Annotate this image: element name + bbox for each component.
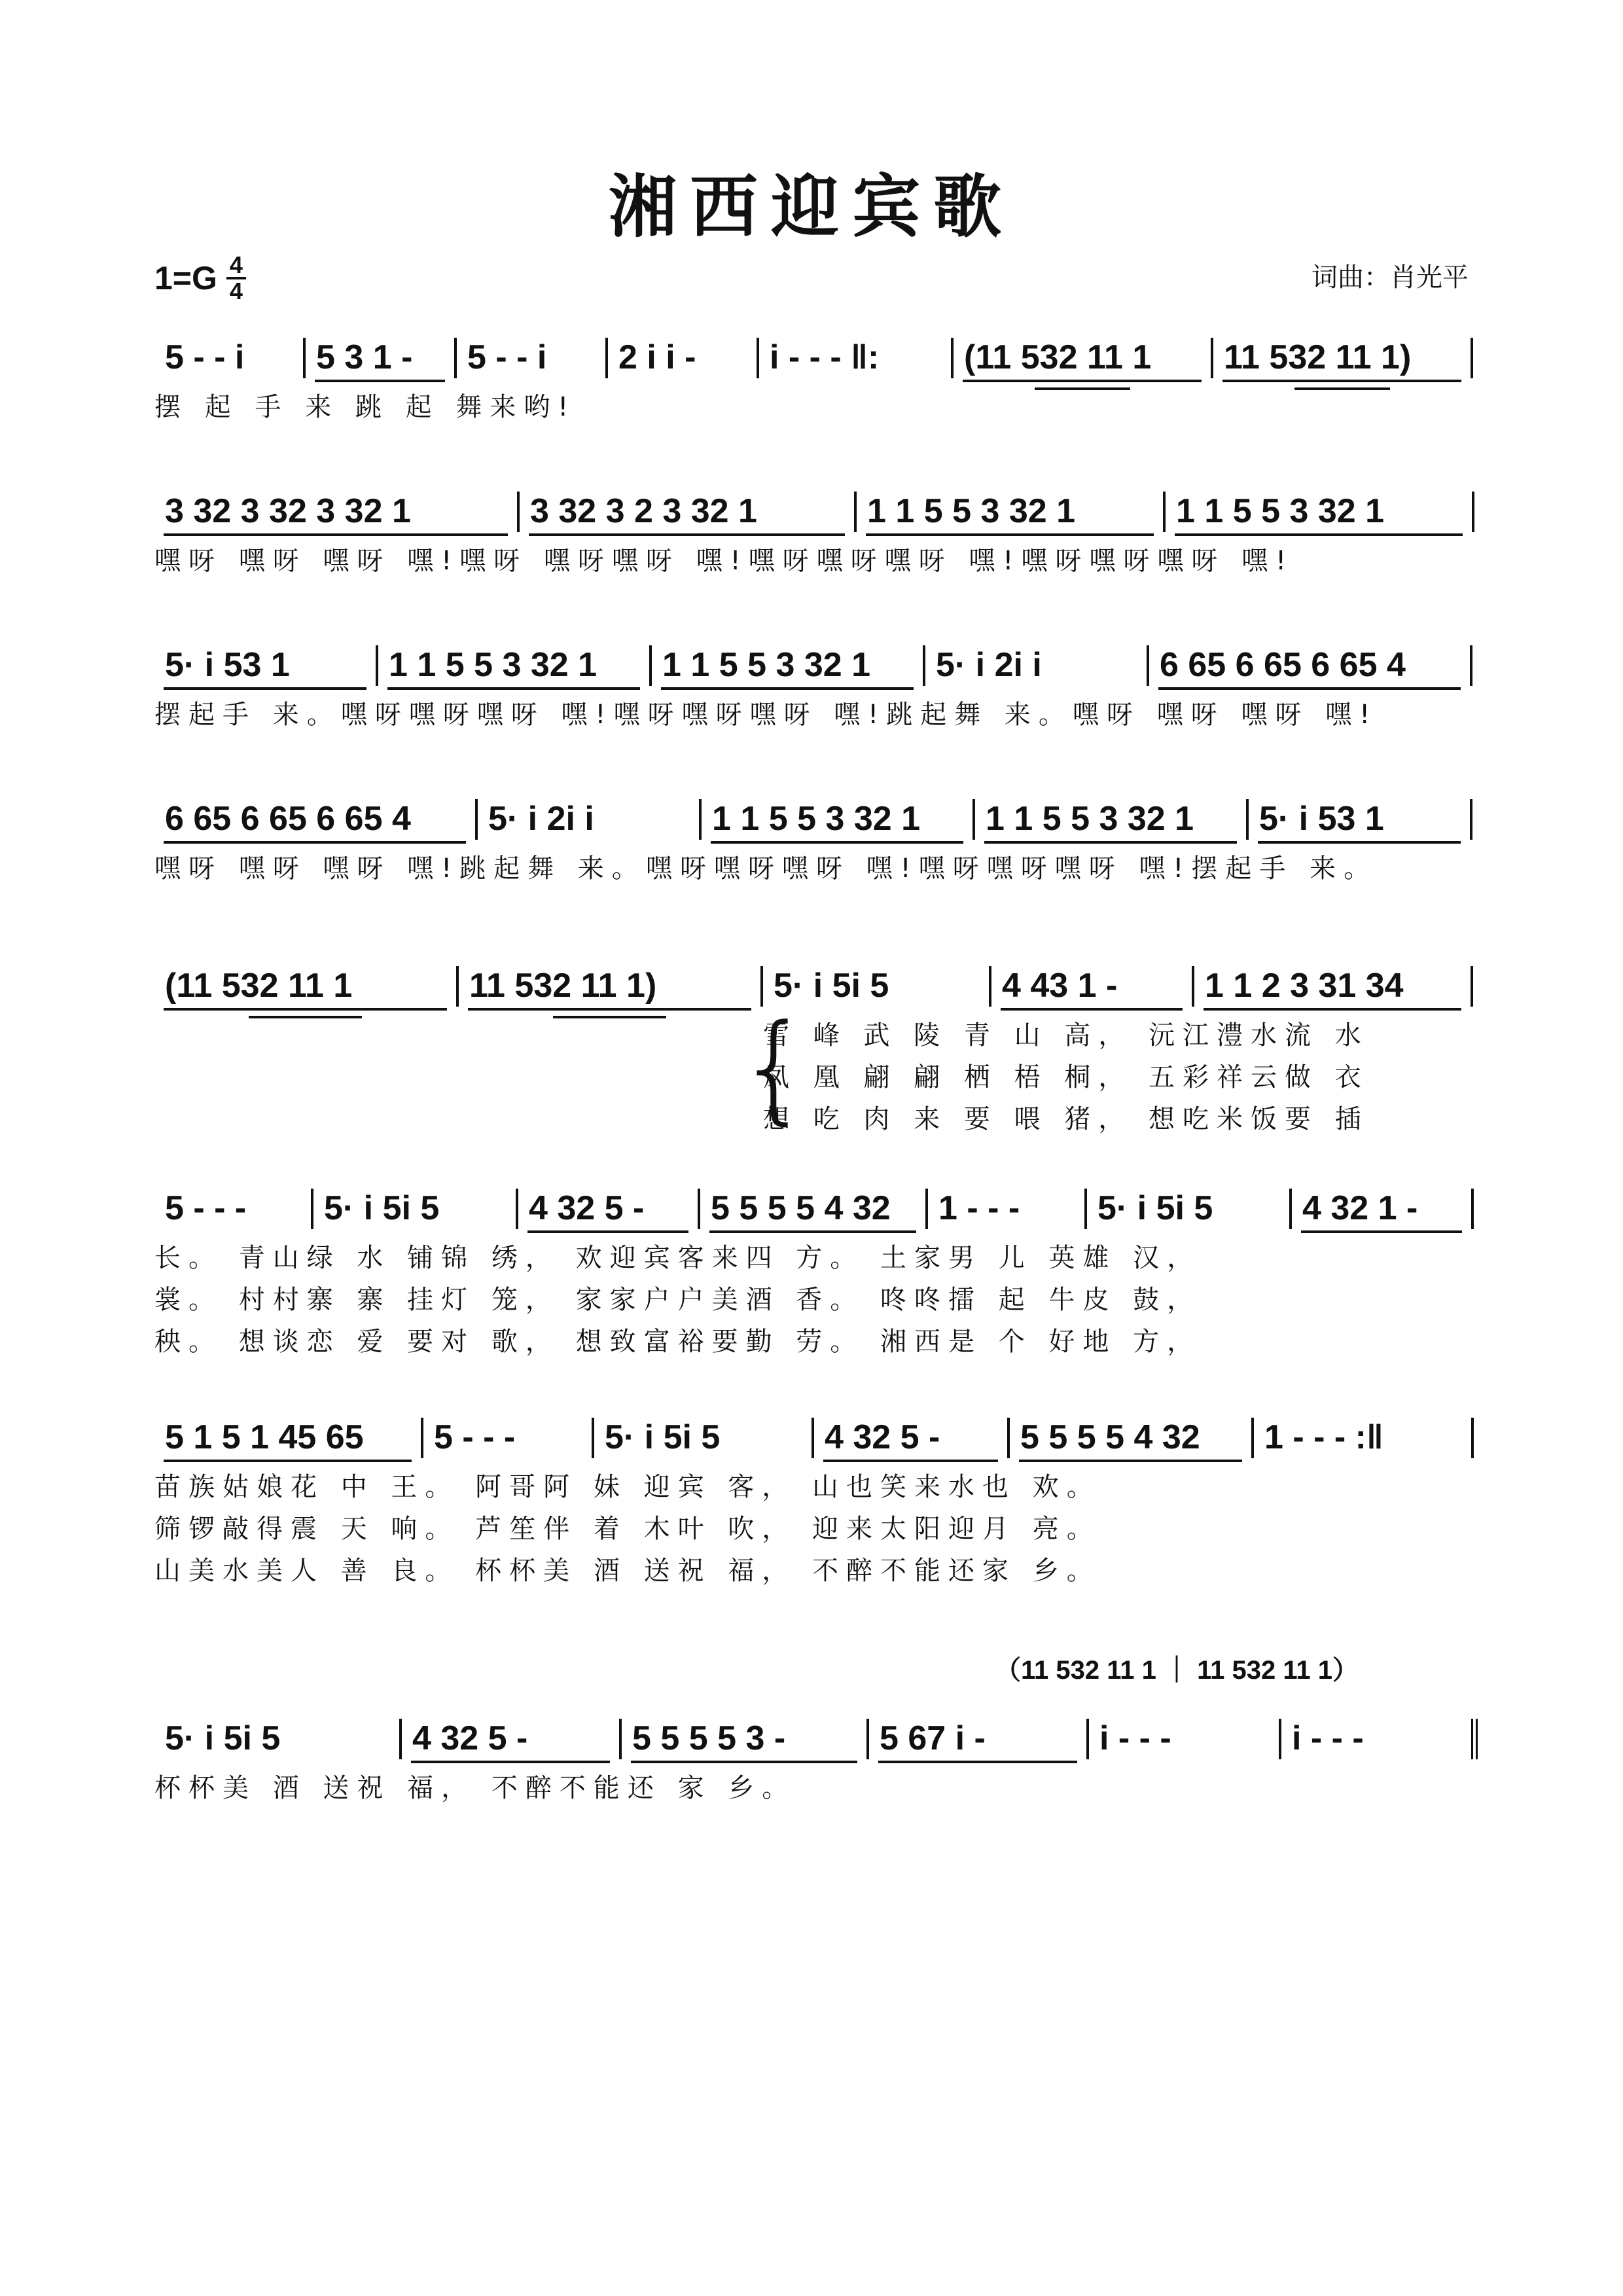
beam-line: [164, 687, 366, 690]
measure: [154, 1719, 402, 1759]
time-signature: [226, 251, 246, 304]
beam-line: [1258, 841, 1461, 844]
beam-line: [164, 1008, 447, 1011]
beam-line: [387, 687, 640, 690]
measure: [1249, 799, 1472, 840]
notation-line: [154, 1715, 1474, 1763]
measure-notes: i - - -: [1099, 1719, 1171, 1757]
measure: [457, 338, 608, 378]
beam-line: [661, 687, 914, 690]
song-title: 湘西迎宾歌: [608, 166, 1014, 247]
measure: [759, 338, 954, 378]
measure-notes: 5 - - -: [434, 1418, 516, 1456]
time-signature-bottom: 4: [229, 278, 243, 304]
measure-notes: 5 - - i: [165, 338, 245, 376]
measure: [702, 799, 975, 840]
measure: [306, 338, 457, 378]
measure: [925, 645, 1149, 686]
key-signature: [154, 251, 246, 304]
measure-notes: 4 43 1 -: [1002, 967, 1118, 1005]
notation-line: [154, 641, 1474, 690]
beam-line: [984, 841, 1237, 844]
interlude-notes: （11 532 11 1 ｜ 11 532 11 1）: [995, 1656, 1359, 1685]
measure-notes: 5 3 1 -: [316, 338, 413, 376]
measure: [423, 1418, 594, 1458]
measure-notes: 5· i 5i 5: [774, 967, 889, 1005]
measure: [814, 1418, 1010, 1458]
measure: [975, 799, 1249, 840]
beam-line: [709, 1230, 916, 1233]
measure: [608, 338, 759, 378]
measure: [928, 1189, 1087, 1229]
measure-notes: (11 532 11 1: [964, 338, 1152, 376]
measure-notes: 5· i 53 1: [1259, 800, 1384, 838]
verse-line: 雪 峰 武 陵 青 山 高， 沅江澧水流 水: [763, 1020, 1369, 1050]
notation-line: [154, 334, 1474, 382]
verse-line: 裳。 村村寨 寨 挂灯 笼， 家家户户美酒 香。 咚咚擂 起 牛皮 鼓，: [154, 1285, 1202, 1315]
notation-line: [154, 962, 1474, 1011]
measure: [700, 1189, 928, 1229]
measure-notes: 6 65 6 65 6 65 4: [165, 800, 411, 838]
measure: [869, 1719, 1089, 1759]
measure: [154, 799, 478, 840]
measure: [857, 492, 1166, 532]
measure-notes: 4 32 5 -: [412, 1719, 528, 1757]
measure: [1089, 1719, 1281, 1759]
beam-line: [1222, 380, 1461, 382]
measure: [154, 1189, 313, 1229]
lyric-line: 嘿呀 嘿呀 嘿呀 嘿!跳起舞 来。嘿呀嘿呀嘿呀 嘿!嘿呀嘿呀嘿呀 嘿!摆起手 来。: [154, 853, 1378, 884]
verse-line: 筛锣敲得震 天 响。 芦笙伴 着 木叶 吹， 迎来太阳迎月 亮。: [154, 1514, 1101, 1544]
credit: 词曲：肖光平: [1311, 262, 1469, 293]
measure-notes: 4 32 1 -: [1302, 1189, 1418, 1227]
verse-line: 山美水美人 善 良。 杯杯美 酒 送祝 福， 不醉不能还家 乡。: [154, 1556, 1101, 1586]
measure: [1213, 338, 1473, 378]
verse-line: 秧。 想谈恋 爱 要对 歌， 想致富裕要勤 劳。 湘西是 个 好地 方，: [154, 1327, 1202, 1357]
beam-line: [963, 380, 1202, 382]
measure: [1254, 1418, 1474, 1458]
measure: [652, 645, 925, 686]
measure-notes: 11 532 11 1): [469, 967, 657, 1005]
beam-line: [164, 841, 466, 844]
measure-notes: 1 1 5 5 3 32 1: [389, 646, 597, 684]
beam-line: [823, 1460, 998, 1462]
measure: [459, 966, 763, 1007]
lyric-line: 杯杯美 酒 送祝 福， 不醉不能还 家 乡。: [154, 1773, 796, 1803]
measure: [378, 645, 652, 686]
measure-notes: 5· i 2i i: [488, 800, 594, 838]
measure-notes: 3 32 3 32 3 32 1: [165, 492, 411, 530]
measure-notes: 1 - - -: [938, 1189, 1020, 1227]
beam-line: [164, 533, 508, 536]
verse-brace: {: [737, 999, 812, 1136]
notation-line: [154, 1414, 1474, 1462]
measure-notes: 1 1 2 3 31 34: [1205, 967, 1404, 1005]
measure-notes: 5 5 5 5 3 -: [632, 1719, 786, 1757]
measure: [313, 1189, 518, 1229]
beam-line: [164, 1460, 412, 1462]
measure: [954, 338, 1213, 378]
measure-notes: 1 1 5 5 3 32 1: [1176, 492, 1385, 530]
measure-notes: 3 32 3 2 3 32 1: [530, 492, 757, 530]
measure-notes: 5 5 5 5 4 32: [711, 1189, 891, 1227]
beam-line: [878, 1761, 1077, 1763]
beam-line: [866, 533, 1154, 536]
measure: [1281, 1719, 1478, 1759]
measure-notes: 5 5 5 5 4 32: [1020, 1418, 1200, 1456]
lyric-line: 嘿呀 嘿呀 嘿呀 嘿!嘿呀 嘿呀嘿呀 嘿!嘿呀嘿呀嘿呀 嘿!嘿呀嘿呀嘿呀 嘿!: [154, 546, 1294, 576]
beam-line: [1019, 1460, 1242, 1462]
measure-notes: 11 532 11 1): [1224, 338, 1412, 376]
measure: [1010, 1418, 1254, 1458]
notation-line: [154, 1185, 1474, 1233]
measure-notes: 5· i 5i 5: [605, 1418, 721, 1456]
measure: [154, 966, 459, 1007]
measure-notes: i - - - ‖:: [770, 338, 880, 376]
beam-line: [1175, 533, 1463, 536]
measure-notes: i - - -: [1292, 1719, 1364, 1757]
measure-notes: 4 32 5 -: [529, 1189, 645, 1227]
beam-line: [1204, 1008, 1461, 1011]
measure-notes: 5· i 53 1: [165, 646, 290, 684]
beam-line: [1301, 1230, 1462, 1233]
lyric-line: 摆 起 手 来 跳 起 舞来哟!: [154, 392, 577, 422]
measure: [154, 338, 306, 378]
measure-notes: 5· i 5i 5: [324, 1189, 440, 1227]
measure-notes: 5 67 i -: [880, 1719, 986, 1757]
beam-line: [711, 841, 963, 844]
measure-notes: 1 1 5 5 3 32 1: [986, 800, 1194, 838]
verse-line: 长。 青山绿 水 铺锦 绣， 欢迎宾客来四 方。 土家男 儿 英雄 汉，: [154, 1243, 1202, 1273]
beam-line: [631, 1761, 857, 1763]
beam-line: [527, 1230, 688, 1233]
beam-line: [315, 380, 445, 382]
measure-notes: 1 1 5 5 3 32 1: [712, 800, 921, 838]
measure: [478, 799, 702, 840]
measure: [518, 1189, 700, 1229]
lyric-line: 摆起手 来。嘿呀嘿呀嘿呀 嘿!嘿呀嘿呀嘿呀 嘿!跳起舞 来。嘿呀 嘿呀 嘿呀 嘿!: [154, 700, 1378, 730]
time-signature-top: 4: [229, 251, 243, 278]
measure-notes: 4 32 5 -: [825, 1418, 940, 1456]
measure: [154, 492, 520, 532]
measure-notes: 5· i 5i 5: [1097, 1189, 1213, 1227]
measure: [1166, 492, 1474, 532]
verse-line: 凤 凰 翩 翩 栖 梧 桐， 五彩祥云做 衣: [763, 1062, 1369, 1092]
measure-notes: (11 532 11 1: [165, 967, 353, 1005]
measure: [1087, 1189, 1292, 1229]
measure-notes: 6 65 6 65 6 65 4: [1160, 646, 1406, 684]
notation-line: [154, 488, 1474, 536]
beam-line: [1158, 687, 1461, 690]
measure: [1292, 1189, 1474, 1229]
measure-notes: 5· i 5i 5: [165, 1719, 281, 1757]
verse-line: 苗族姑娘花 中 王。 阿哥阿 妹 迎宾 客， 山也笑来水也 欢。: [154, 1472, 1101, 1502]
verse-line: 想 吃 肉 来 要 喂 猪， 想吃米饭要 插: [763, 1104, 1369, 1134]
beam-line: [468, 1008, 751, 1011]
beam-line: [411, 1761, 610, 1763]
beam-line: [1001, 1008, 1183, 1011]
measure: [594, 1418, 814, 1458]
measure: [991, 966, 1194, 1007]
measure: [622, 1719, 869, 1759]
measure-notes: 1 - - - :‖: [1264, 1418, 1383, 1456]
measure: [154, 1418, 423, 1458]
measure-notes: 5 1 5 1 45 65: [165, 1418, 364, 1456]
measure-notes: 1 1 5 5 3 32 1: [662, 646, 871, 684]
measure-notes: 5· i 2i i: [936, 646, 1042, 684]
measure-notes: 2 i i -: [618, 338, 696, 376]
measure: [1194, 966, 1473, 1007]
measure-notes: 5 - - -: [165, 1189, 247, 1227]
measure: [1149, 645, 1472, 686]
key-label: 1=G: [154, 260, 217, 296]
measure-notes: 1 1 5 5 3 32 1: [867, 492, 1076, 530]
measure: [520, 492, 857, 532]
notation-line: [154, 795, 1474, 844]
measure-notes: 5 - - i: [467, 338, 547, 376]
beam-line: [529, 533, 845, 536]
measure: [402, 1719, 622, 1759]
measure: [154, 645, 378, 686]
